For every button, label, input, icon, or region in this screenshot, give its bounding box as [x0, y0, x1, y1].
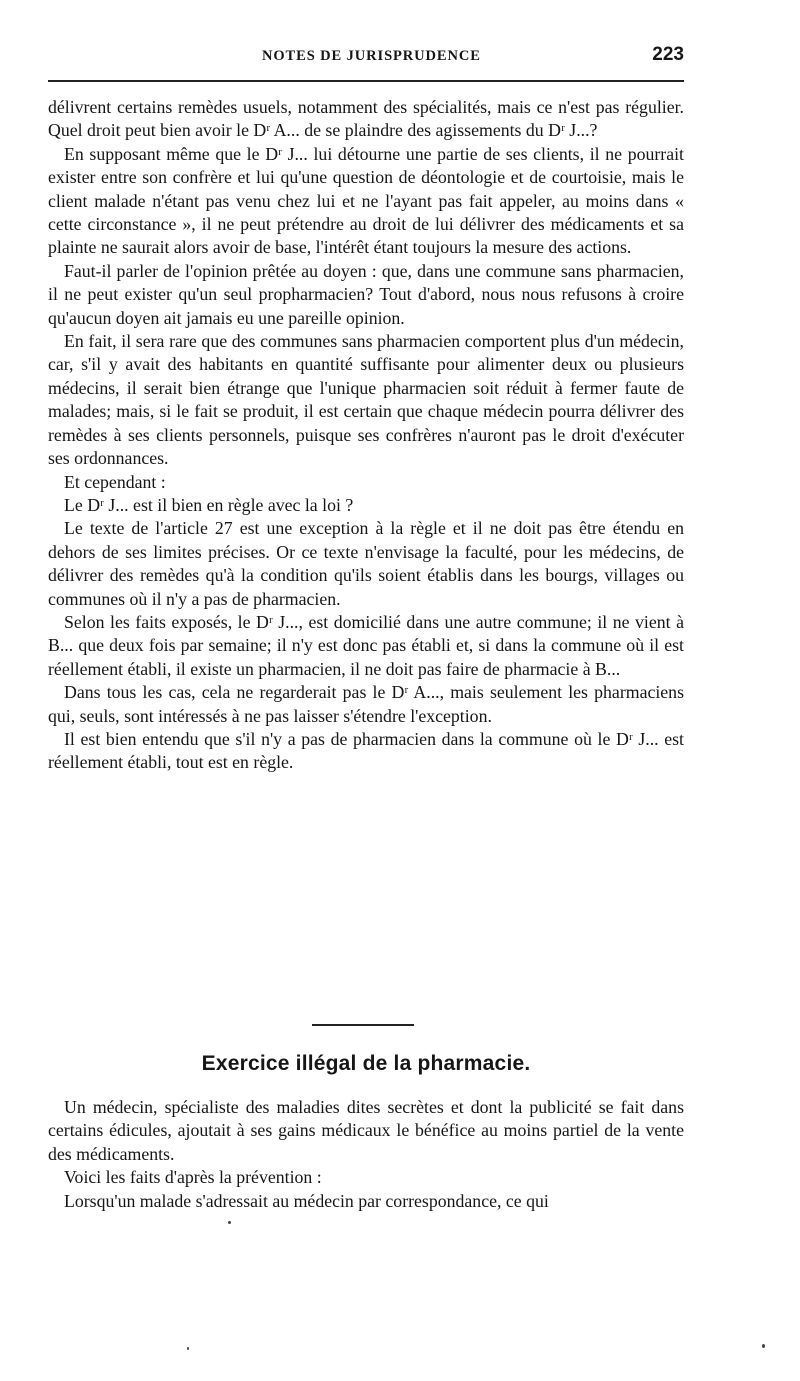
page-number: 223	[652, 44, 684, 65]
running-title: NOTES DE JURISPRUDENCE	[262, 48, 481, 64]
paragraph: Selon les faits exposés, le Dʳ J..., est domicilié dans une autre commune; il ne vient à B... que deux fois par semaine; il n'y est donc pas établi et, si dans la commune où il est réellement établi, il existe un pharmacien, il ne doit pas faire de pharmacie à B...	[48, 611, 684, 679]
ink-speck	[228, 1221, 231, 1224]
ink-speck	[762, 1344, 765, 1348]
paragraph: Un médecin, spécialiste des maladies dites secrètes et dont la publicité se fait dans certains édicules, ajoutait à ses gains médicaux le bénéfice au moins partiel de la vente des médicaments.	[48, 1097, 684, 1164]
paragraph: délivrent certains remèdes usuels, notamment des spécialités, mais ce n'est pas régulier. Quel droit peut bien avoir le Dʳ A... de se plaindre des agissements du Dʳ J...?	[48, 97, 684, 141]
body-text	[48, 96, 684, 775]
paragraph: En supposant même que le Dʳ J... lui détourne une partie de ses clients, il ne pourrait exister entre son confrère et lui qu'une question de déontologie et de courtoisie, mais le client malade n'étant pas venu chez lui et ne l'ayant pas fait appeler, au moins dans « cette circonstance », il ne peut prétendre au droit de lui délivrer des médicaments et sa plainte ne saurait alors avoir de base, l'intérêt étant toujours la mesure des actions.	[48, 143, 684, 258]
section-separator	[312, 1024, 414, 1026]
paragraph: Lorsqu'un malade s'adressait au médecin par correspondance, ce qui	[64, 1190, 549, 1211]
paragraph: Il est bien entendu que s'il n'y a pas de pharmacien dans la commune où le Dʳ J... est réellement établi, tout est en règle.	[48, 728, 684, 773]
paragraph: Voici les faits d'après la prévention :	[64, 1167, 322, 1188]
section-text	[48, 1096, 684, 1213]
header-rule	[48, 80, 684, 82]
paragraph: Et cependant :	[64, 471, 166, 492]
section-title: Exercice illégal de la pharmacie.	[201, 1052, 531, 1075]
paragraph: Dans tous les cas, cela ne regarderait pas le Dʳ A..., mais seulement les pharmaciens qui, seuls, sont intéressés à ne pas laisser s'étendre l'exception.	[48, 682, 684, 726]
paragraph: En fait, il sera rare que des communes sans pharmacien comportent plus d'un médecin, car, s'il y avait des habitants en quantité suffisante pour alimenter deux ou plusieurs médecins, il serait bien étrange que l'unique pharmacien soit réduit à fermer faute de malades; mais, si le fait se produit, il est certain que chaque médecin pourra délivrer des remèdes à ses clients personnels, puisque ses confrères n'auront pas le droit d'exécuter ses ordonnances.	[48, 331, 684, 469]
book-page	[48, 0, 684, 1381]
paragraph: Le texte de l'article 27 est une exception à la règle et il ne doit pas être étendu en dehors de ses limites précises. Or ce texte n'envisage la faculté, pour les médecins, de délivrer des remèdes qu'à la condition qu'ils soient établis dans les bourgs, villages ou communes où il n'y a pas de pharmacien.	[48, 518, 684, 609]
paragraph: Le Dʳ J... est il bien en règle avec la loi ?	[64, 494, 354, 515]
running-header	[48, 42, 684, 70]
paragraph: Faut-il parler de l'opinion prêtée au doyen : que, dans une commune sans pharmacien, il ne peut exister qu'un seul propharmacien? Tout d'abord, nous nous refusons à croire qu'aucun doyen ait jamais eu une pareille opinion.	[48, 260, 684, 328]
ink-speck	[187, 1347, 189, 1350]
